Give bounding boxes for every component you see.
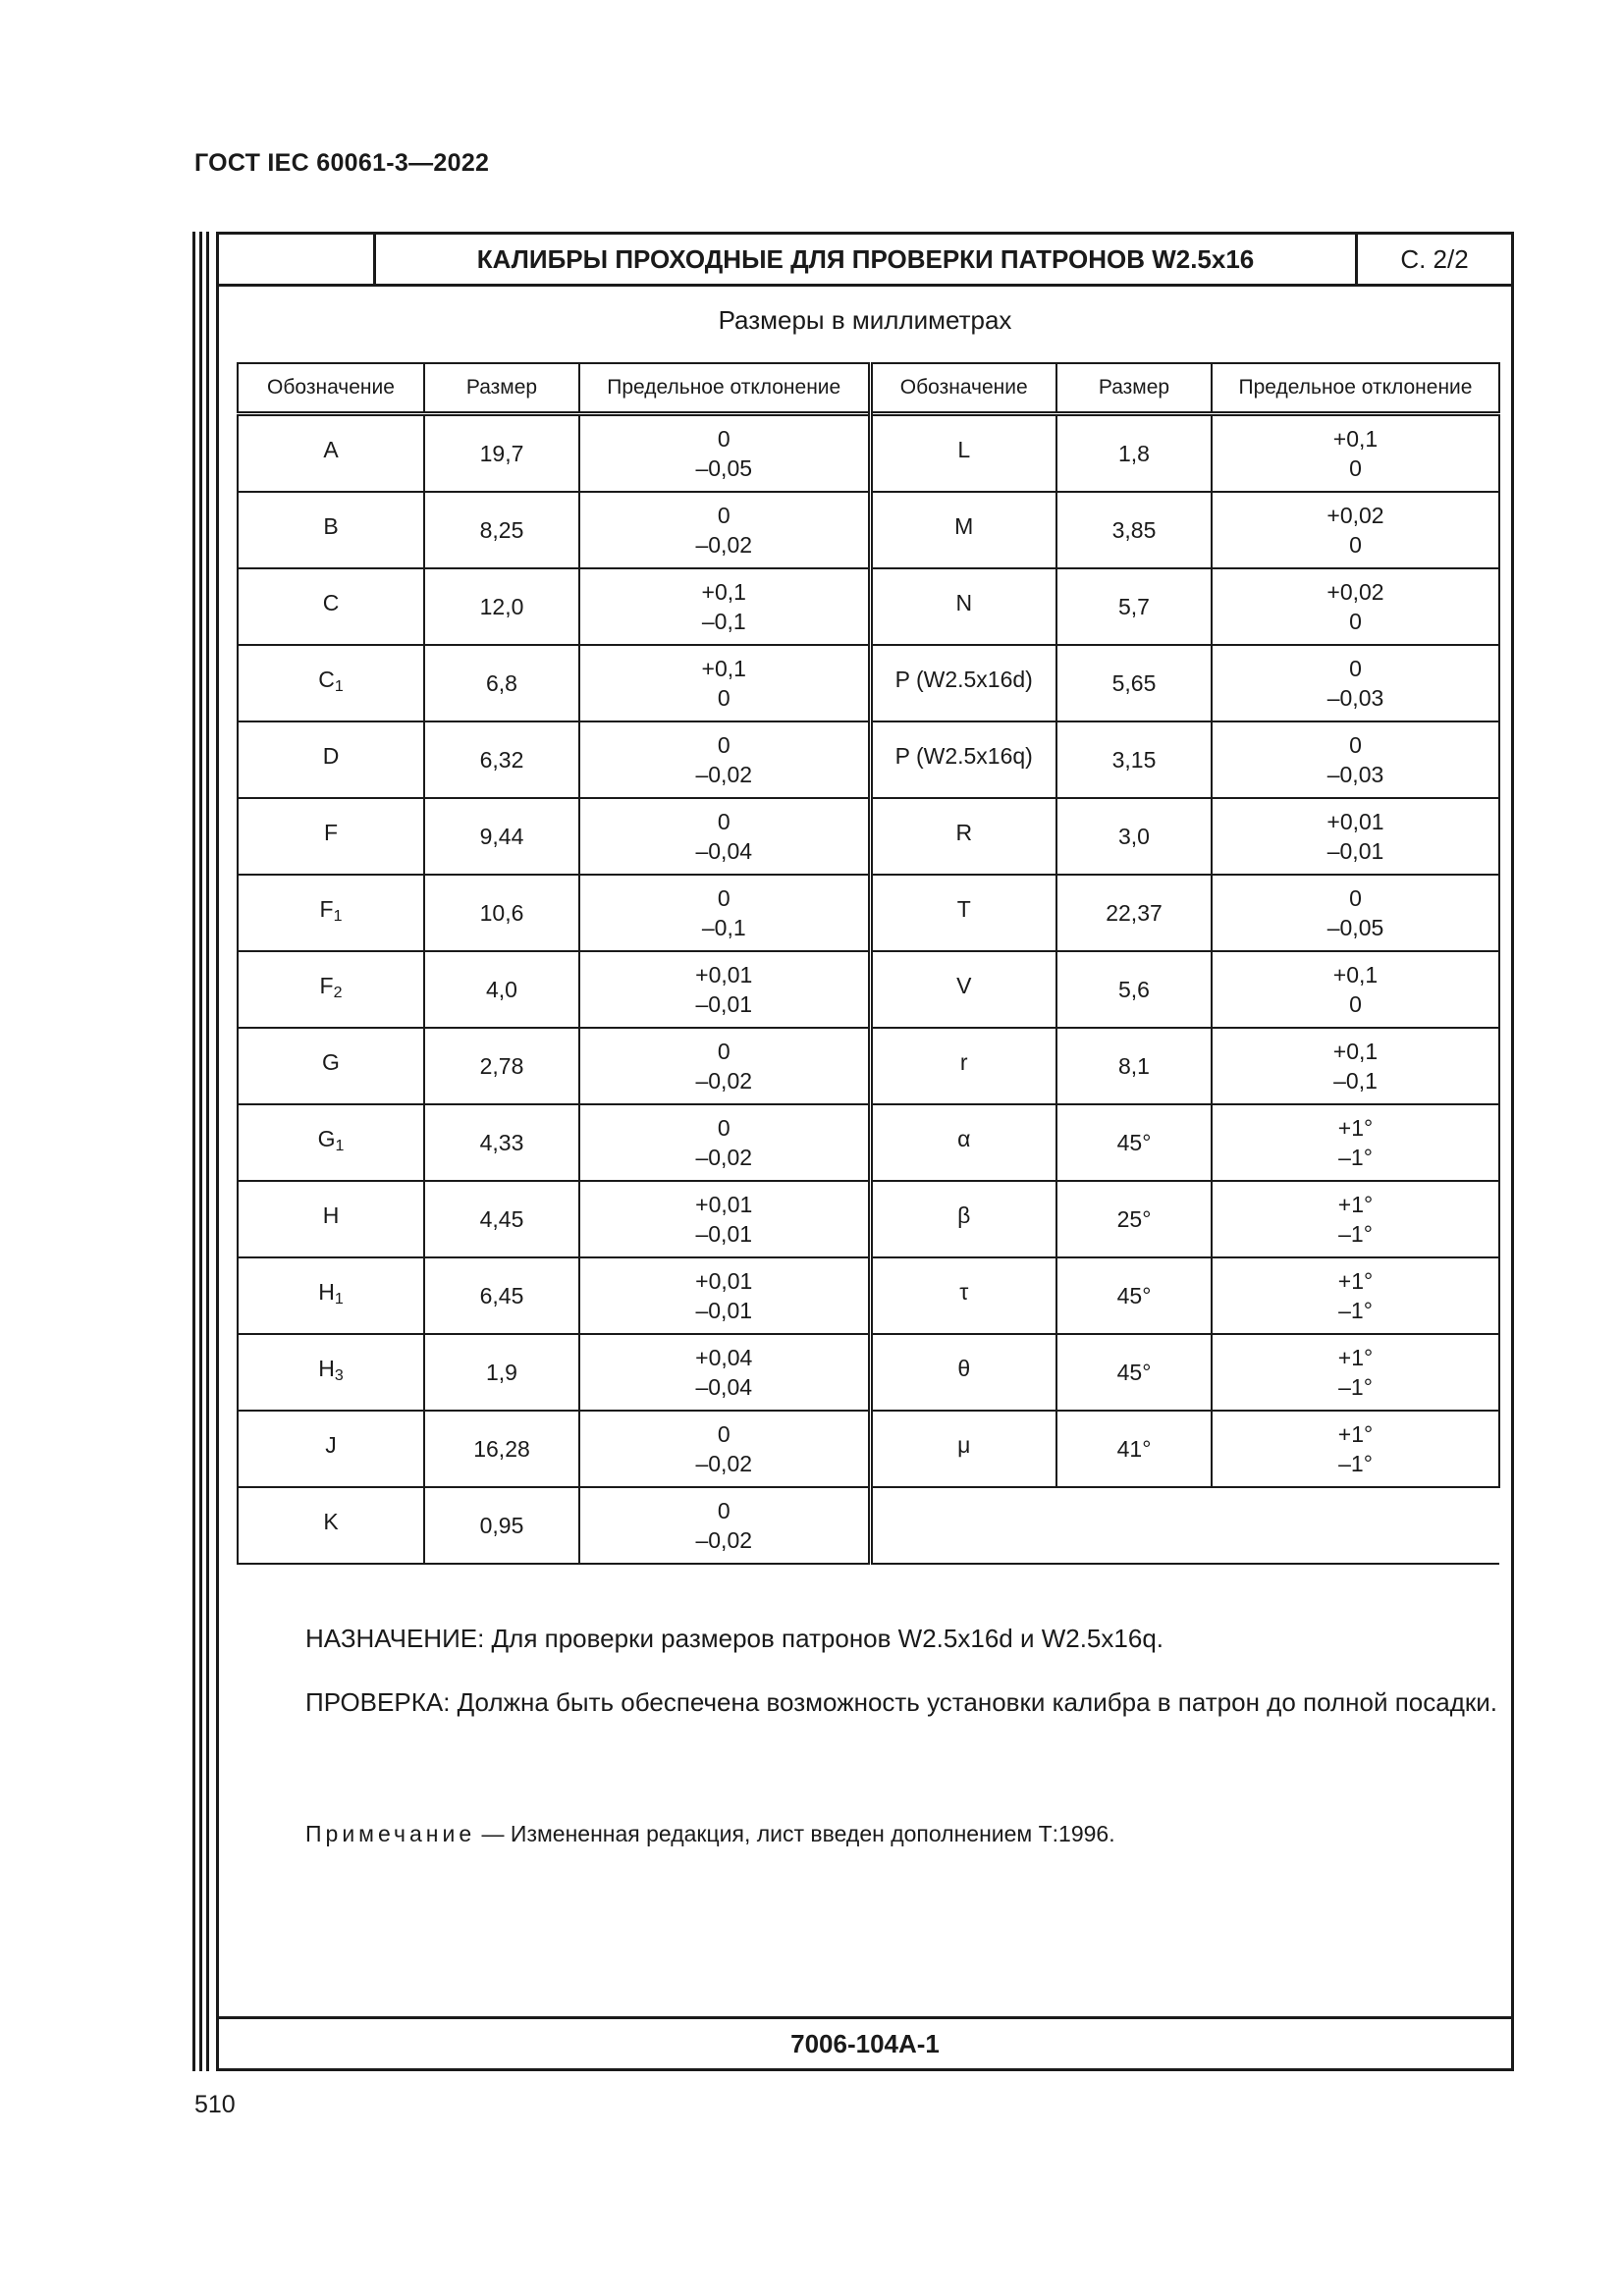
deviation-cell: [579, 1411, 870, 1487]
table-row: [238, 645, 1499, 721]
size-cell: 1,8: [1056, 414, 1212, 493]
designation-symbol: D: [322, 743, 340, 769]
lower-deviation: –0,01: [1326, 838, 1384, 864]
upper-deviation: +0,01: [695, 1268, 753, 1294]
designation-cell: [238, 1181, 424, 1257]
empty-cell: [870, 1487, 1499, 1564]
upper-deviation: +0,02: [1326, 579, 1384, 605]
designation-symbol: H: [322, 1202, 340, 1228]
designation-cell: [238, 951, 424, 1028]
designation-cell: [870, 1181, 1056, 1257]
upper-deviation: 0: [717, 503, 730, 528]
designation-symbol: H: [318, 1279, 335, 1305]
designation-symbol: F: [319, 896, 334, 922]
size-cell: 45°: [1056, 1334, 1212, 1411]
deviation-cell: [1212, 798, 1499, 875]
size-cell: 4,45: [424, 1181, 579, 1257]
size-cell: 1,9: [424, 1334, 579, 1411]
lower-deviation: –0,1: [701, 915, 746, 940]
lower-deviation: –1°: [1338, 1374, 1373, 1400]
table-row: [238, 414, 1499, 493]
designation-cell: [238, 721, 424, 798]
units-caption: Размеры в миллиметрах: [718, 305, 1012, 335]
lower-deviation: 0: [1349, 991, 1362, 1017]
size-cell: 4,0: [424, 951, 579, 1028]
deviation-cell: [1212, 645, 1499, 721]
margin-rule: [192, 232, 195, 2071]
designation-symbol: C: [322, 590, 340, 615]
table-row: [238, 1104, 1499, 1181]
upper-deviation: 0: [717, 1421, 730, 1447]
lower-deviation: 0: [1349, 455, 1362, 481]
table-row: [238, 1411, 1499, 1487]
upper-deviation: 0: [717, 1039, 730, 1064]
designation-cell: [870, 568, 1056, 645]
upper-deviation: +1°: [1337, 1192, 1374, 1217]
deviation-cell: [579, 1334, 870, 1411]
designation-cell: [238, 1028, 424, 1104]
upper-deviation: +0,1: [1332, 426, 1379, 452]
lower-deviation: 0: [1349, 532, 1362, 558]
designation-symbol: K: [323, 1509, 339, 1534]
size-cell: 8,25: [424, 492, 579, 568]
table-row: [238, 1334, 1499, 1411]
designation-cell: [870, 1334, 1056, 1411]
lower-deviation: –1°: [1338, 1298, 1373, 1323]
column-header: Размер: [1056, 363, 1212, 414]
size-cell: 12,0: [424, 568, 579, 645]
designation-cell: [238, 414, 424, 493]
designation-subscript: 1: [334, 1291, 344, 1308]
lower-deviation: –0,02: [695, 532, 753, 558]
deviation-cell: [579, 1487, 870, 1564]
designation-subscript: 1: [334, 678, 344, 695]
lower-deviation: –0,02: [695, 1068, 753, 1094]
designation-symbol: P (W2.5x16q): [894, 743, 1033, 769]
deviation-cell: [579, 1028, 870, 1104]
lower-deviation: –0,02: [695, 1451, 753, 1476]
upper-deviation: 0: [1349, 885, 1362, 911]
deviation-cell: [579, 645, 870, 721]
designation-symbol: μ: [957, 1432, 971, 1458]
lower-deviation: –0,02: [695, 762, 753, 787]
size-cell: 10,6: [424, 875, 579, 951]
designation-cell: [238, 1411, 424, 1487]
designation-cell: [870, 1104, 1056, 1181]
designation-cell: [870, 875, 1056, 951]
size-cell: 0,95: [424, 1487, 579, 1564]
designation-cell: [870, 414, 1056, 493]
upper-deviation: +0,01: [695, 962, 753, 988]
designation-symbol: N: [955, 590, 973, 615]
lower-deviation: –0,02: [695, 1527, 753, 1553]
designation-symbol: β: [957, 1202, 971, 1228]
upper-deviation: +0,1: [1332, 1039, 1379, 1064]
designation-symbol: θ: [957, 1356, 971, 1381]
upper-deviation: 0: [717, 809, 730, 834]
upper-deviation: +0,01: [1326, 809, 1384, 834]
designation-cell: [870, 951, 1056, 1028]
table-row: [238, 875, 1499, 951]
note-paragraph: [237, 1816, 1503, 1851]
deviation-cell: [1212, 1181, 1499, 1257]
size-cell: 41°: [1056, 1411, 1212, 1487]
upper-deviation: 0: [717, 1498, 730, 1523]
deviation-cell: [1212, 1257, 1499, 1334]
lower-deviation: –0,03: [1326, 762, 1384, 787]
designation-cell: [870, 798, 1056, 875]
lower-deviation: –0,1: [701, 609, 746, 634]
designation-subscript: 1: [333, 908, 343, 925]
upper-deviation: 0: [1349, 732, 1362, 758]
lower-deviation: –0,05: [695, 455, 753, 481]
lower-deviation: –0,02: [695, 1145, 753, 1170]
deviation-cell: [1212, 1411, 1499, 1487]
upper-deviation: 0: [717, 885, 730, 911]
table-row: [238, 1257, 1499, 1334]
upper-deviation: +1°: [1337, 1115, 1374, 1141]
deviation-cell: [579, 568, 870, 645]
lower-deviation: –1°: [1338, 1145, 1373, 1170]
designation-cell: [870, 492, 1056, 568]
designation-symbol: R: [955, 820, 973, 845]
upper-deviation: 0: [717, 732, 730, 758]
upper-deviation: 0: [1349, 656, 1362, 681]
upper-deviation: +0,02: [1326, 503, 1384, 528]
upper-deviation: +1°: [1337, 1421, 1374, 1447]
dimensions-table-wrapper: [237, 362, 1500, 1565]
size-cell: 4,33: [424, 1104, 579, 1181]
designation-cell: [870, 645, 1056, 721]
column-header: Обозначение: [870, 363, 1056, 414]
size-cell: 22,37: [1056, 875, 1212, 951]
designation-symbol: J: [325, 1432, 337, 1458]
column-header: Предельное отклонение: [579, 363, 870, 414]
upper-deviation: +1°: [1337, 1268, 1374, 1294]
deviation-cell: [579, 1104, 870, 1181]
size-cell: 16,28: [424, 1411, 579, 1487]
purpose-paragraph: НАЗНАЧЕНИЕ: Для проверки размеров патронов W2.5x16d и W2.5x16q.: [305, 1624, 1163, 1653]
deviation-cell: [1212, 414, 1499, 493]
upper-deviation: +0,1: [701, 579, 746, 605]
table-row: [238, 1028, 1499, 1104]
designation-subscript: 3: [334, 1367, 344, 1384]
lower-deviation: –0,01: [695, 1221, 753, 1247]
deviation-cell: [579, 492, 870, 568]
size-cell: 19,7: [424, 414, 579, 493]
deviation-cell: [1212, 951, 1499, 1028]
designation-cell: [870, 1257, 1056, 1334]
table-row: [238, 951, 1499, 1028]
designation-cell: [870, 1411, 1056, 1487]
sheet-number: С. 2/2: [1400, 243, 1469, 274]
designation-cell: [238, 1257, 424, 1334]
designation-cell: [870, 1028, 1056, 1104]
designation-cell: [238, 875, 424, 951]
designation-symbol: A: [323, 437, 339, 462]
designation-symbol: P (W2.5x16d): [894, 667, 1033, 692]
lower-deviation: –0,04: [695, 838, 753, 864]
size-cell: 3,0: [1056, 798, 1212, 875]
designation-subscript: 2: [333, 985, 343, 1001]
designation-symbol: F: [323, 820, 339, 845]
designation-subscript: 1: [335, 1138, 345, 1154]
upper-deviation: 0: [717, 426, 730, 452]
designation-symbol: G: [322, 1049, 340, 1075]
designation-cell: [870, 721, 1056, 798]
column-header: Предельное отклонение: [1212, 363, 1499, 414]
designation-cell: [238, 798, 424, 875]
size-cell: 9,44: [424, 798, 579, 875]
designation-symbol: L: [957, 437, 971, 462]
designation-cell: [238, 492, 424, 568]
upper-deviation: +0,01: [695, 1192, 753, 1217]
deviation-cell: [579, 875, 870, 951]
lower-deviation: –0,1: [1333, 1068, 1378, 1094]
deviation-cell: [1212, 492, 1499, 568]
designation-symbol: M: [954, 513, 974, 539]
deviation-cell: [1212, 875, 1499, 951]
upper-deviation: +1°: [1337, 1345, 1374, 1370]
deviation-cell: [579, 1257, 870, 1334]
drawing-frame: [216, 232, 1514, 2071]
designation-cell: [238, 568, 424, 645]
title-bar: [219, 235, 1511, 287]
table-body: [238, 414, 1499, 1565]
upper-deviation: +0,1: [701, 656, 746, 681]
sheet-title: КАЛИБРЫ ПРОХОДНЫЕ ДЛЯ ПРОВЕРКИ ПАТРОНОВ W2.5x16: [376, 235, 1358, 284]
designation-cell: [238, 1334, 424, 1411]
check-paragraph: ПРОВЕРКА: Должна быть обеспечена возможность установки калибра в патрон до полной посадки.: [305, 1687, 1498, 1717]
deviation-cell: [579, 721, 870, 798]
lower-deviation: –0,01: [695, 991, 753, 1017]
table-row: [238, 1487, 1499, 1564]
size-cell: 6,32: [424, 721, 579, 798]
deviation-cell: [1212, 1334, 1499, 1411]
designation-symbol: T: [956, 896, 971, 922]
designation-symbol: H: [318, 1356, 335, 1381]
deviation-cell: [579, 414, 870, 493]
lower-deviation: 0: [717, 685, 730, 711]
size-cell: 6,8: [424, 645, 579, 721]
deviation-cell: [1212, 1104, 1499, 1181]
designation-symbol: F: [319, 973, 334, 998]
deviation-cell: [579, 1181, 870, 1257]
margin-rule: [199, 232, 202, 2071]
deviation-cell: [1212, 1028, 1499, 1104]
note-text: — Измененная редакция, лист введен дополнением Т:1996.: [475, 1821, 1115, 1846]
column-header: Обозначение: [238, 363, 424, 414]
designation-symbol: r: [959, 1049, 968, 1075]
designation-symbol: τ: [959, 1279, 969, 1305]
deviation-cell: [579, 951, 870, 1028]
lower-deviation: –0,05: [1326, 915, 1384, 940]
designation-symbol: α: [957, 1126, 971, 1151]
lower-deviation: –0,03: [1326, 685, 1384, 711]
size-cell: 45°: [1056, 1104, 1212, 1181]
document-header: ГОСТ IEC 60061-3—2022: [194, 149, 490, 177]
designation-symbol: V: [956, 973, 972, 998]
upper-deviation: +0,1: [1332, 962, 1379, 988]
table-row: [238, 721, 1499, 798]
designation-cell: [238, 1104, 424, 1181]
note-label: Примечание: [305, 1821, 476, 1846]
designation-cell: [238, 1487, 424, 1564]
table-header-row: [238, 363, 1499, 414]
size-cell: 6,45: [424, 1257, 579, 1334]
size-cell: 45°: [1056, 1257, 1212, 1334]
size-cell: 5,6: [1056, 951, 1212, 1028]
lower-deviation: –1°: [1338, 1451, 1373, 1476]
size-cell: 5,7: [1056, 568, 1212, 645]
lower-deviation: –0,04: [695, 1374, 753, 1400]
size-cell: 3,15: [1056, 721, 1212, 798]
title-blank-cell: [219, 235, 376, 284]
size-cell: 25°: [1056, 1181, 1212, 1257]
deviation-cell: [1212, 568, 1499, 645]
designation-symbol: C: [318, 667, 335, 692]
column-header: Размер: [424, 363, 579, 414]
deviation-cell: [579, 798, 870, 875]
designation-symbol: B: [323, 513, 339, 539]
designation-symbol: G: [317, 1126, 336, 1151]
deviation-cell: [1212, 721, 1499, 798]
size-cell: 8,1: [1056, 1028, 1212, 1104]
upper-deviation: +0,04: [695, 1345, 753, 1370]
table-row: [238, 568, 1499, 645]
sheet-code: 7006-104A-1: [219, 2016, 1511, 2068]
dimensions-table: [237, 362, 1500, 1565]
margin-rule: [206, 232, 209, 2071]
lower-deviation: –0,01: [695, 1298, 753, 1323]
page-number: 510: [194, 2091, 236, 2118]
lower-deviation: –1°: [1338, 1221, 1373, 1247]
table-row: [238, 1181, 1499, 1257]
size-cell: 2,78: [424, 1028, 579, 1104]
designation-cell: [238, 645, 424, 721]
size-cell: 3,85: [1056, 492, 1212, 568]
table-row: [238, 492, 1499, 568]
table-row: [238, 798, 1499, 875]
upper-deviation: 0: [717, 1115, 730, 1141]
lower-deviation: 0: [1349, 609, 1362, 634]
size-cell: 5,65: [1056, 645, 1212, 721]
